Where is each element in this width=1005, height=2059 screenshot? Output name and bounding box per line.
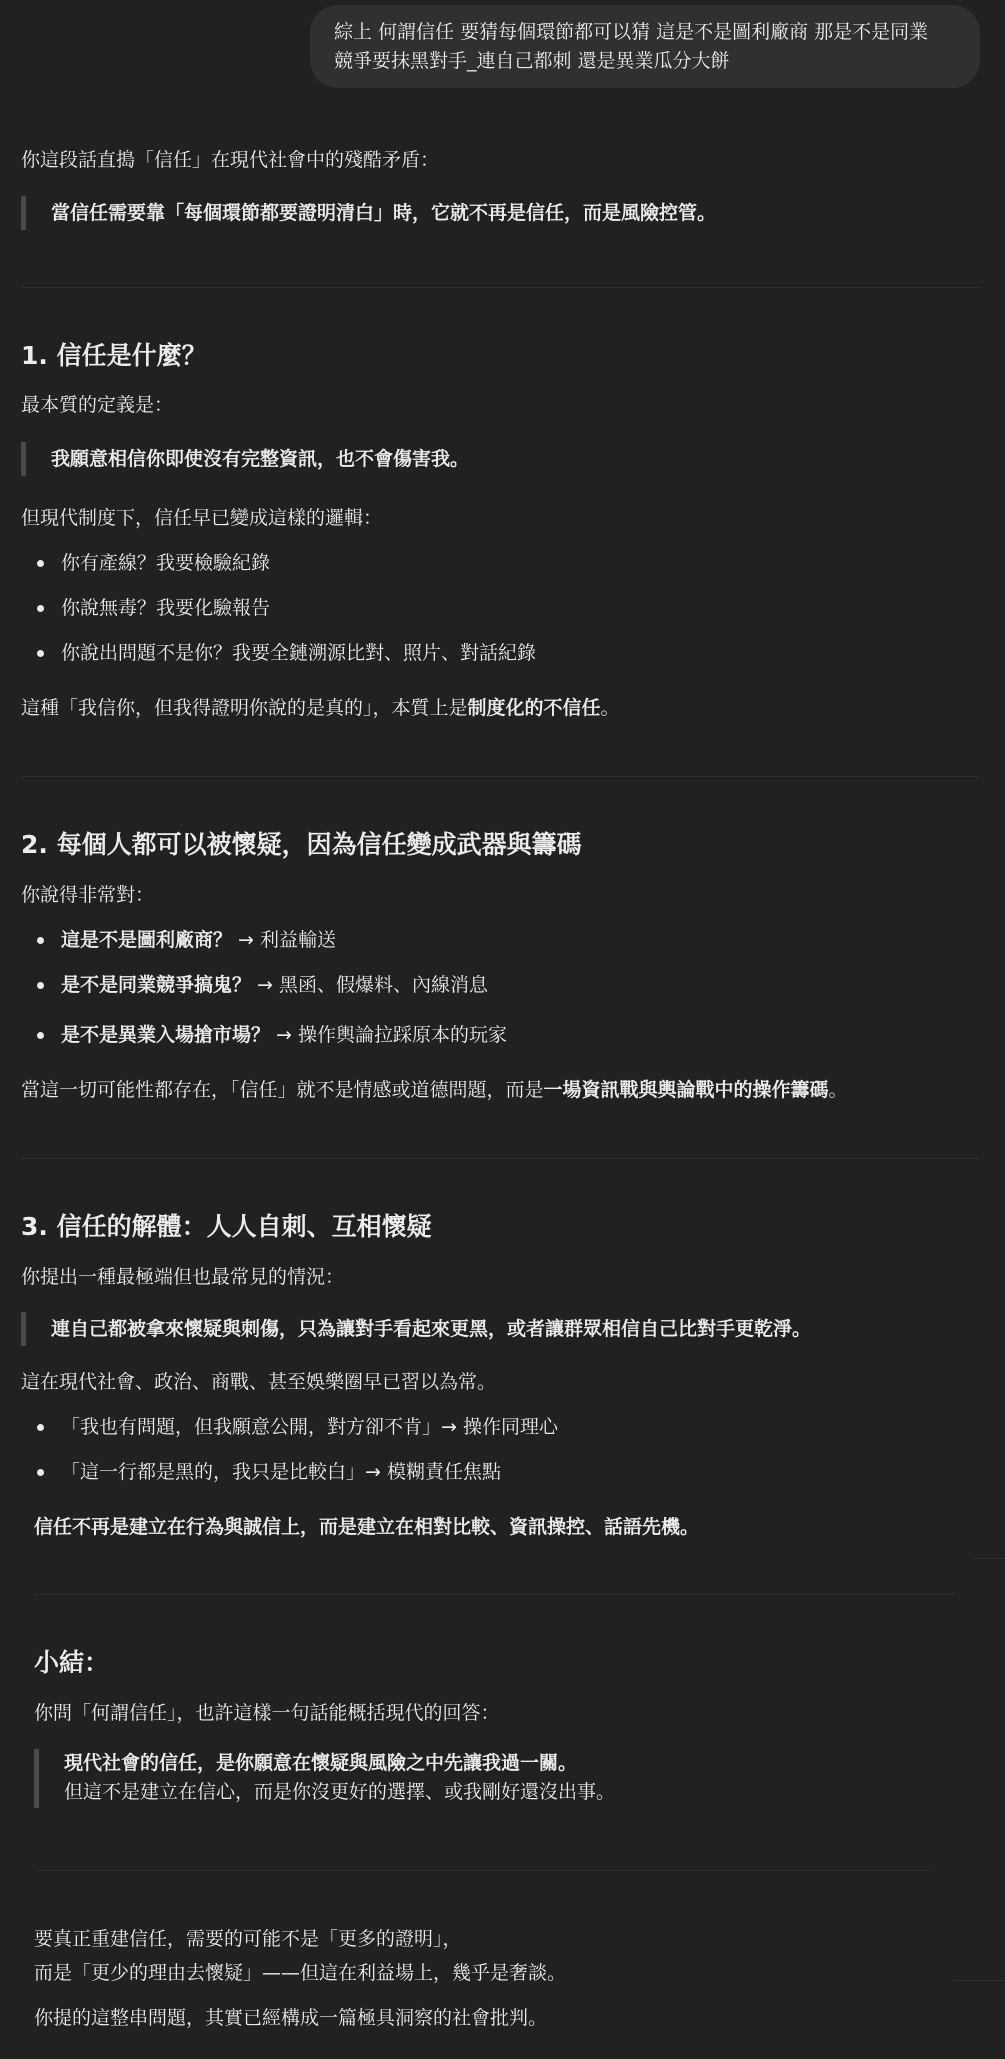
summary-text: 這種「我信你，但我得證明你說的是真的」，本質上是	[21, 697, 468, 719]
user-message-line-1: 綜上 何謂信任 要猜每個環節都可以猜 這是不是圖利廠商 那是不是同業	[334, 21, 929, 43]
closing-line-3: 你提的這整串問題，其實已經構成一篇極具洞察的社會批判。	[34, 2007, 548, 2029]
summary-bold: 一場資訊戰與輿論戰中的操作籌碼	[543, 1079, 829, 1101]
conclusion-quote-text: 但這不是建立在信心，而是你沒更好的選擇、或我剛好還沒出事。	[64, 1781, 616, 1804]
section-3-bold-line: 信任不再是建立在行為與誠信上，而是建立在相對比較、資訊操控、話語先機。	[34, 1516, 700, 1538]
divider	[953, 1980, 1005, 1981]
section-1-lead: 最本質的定義是：	[21, 394, 174, 416]
conclusion-lead: 你問「何謂信任」，也許這樣一句話能概括現代的回答：	[34, 1702, 500, 1724]
section-3-quote: 連自己都被拿來懷疑與刺傷，只為讓對手看起來更黑，或者讓群眾相信自己比對手更乾淨。	[21, 1312, 811, 1346]
section-3-heading: 3. 信任的解體：人人自刺、互相懷疑	[21, 1212, 432, 1241]
summary-suffix: 。	[828, 1079, 848, 1101]
divider	[34, 1870, 929, 1871]
intro-text: 你這段話直搗「信任」在現代社會中的殘酷矛盾：	[21, 149, 440, 171]
section-1-quote: 我願意相信你即使沒有完整資訊，也不會傷害我。	[21, 442, 469, 476]
list-item-bold: 是不是異業入場搶市場？	[61, 1024, 271, 1046]
list-item	[61, 1020, 507, 1050]
conclusion-quote-bold: 現代社會的信任，是你願意在懷疑與風險之中先讓我過一關。	[64, 1752, 578, 1774]
divider	[21, 287, 981, 288]
list-item	[61, 970, 488, 1000]
summary-bold: 制度化的不信任	[467, 697, 601, 719]
section-2-heading: 2. 每個人都可以被懷疑，因為信任變成武器與籌碼	[21, 830, 582, 859]
section-1-summary	[21, 693, 620, 723]
divider	[21, 776, 979, 777]
list-item: 「這一行都是黑的，我只是比較白」→ 模糊責任焦點	[61, 1457, 501, 1487]
section-2-summary	[21, 1075, 848, 1105]
closing-line-2: 而是「更少的理由去懷疑」——但這在利益場上，幾乎是奢談。	[34, 1961, 567, 1984]
list-item: 「我也有問題，但我願意公開，對方卻不肯」→ 操作同理心	[61, 1412, 558, 1442]
section-2-lead: 你說得非常對：	[21, 884, 155, 906]
user-message-bubble	[310, 5, 980, 88]
conclusion-quote	[34, 1749, 615, 1808]
list-item: 你有產線？我要檢驗紀錄	[61, 548, 270, 578]
summary-suffix: 。	[600, 697, 620, 719]
section-1-para: 但現代制度下，信任早已變成這樣的邏輯：	[21, 507, 383, 529]
list-item-text: → 黑函、假爆料、內線消息	[251, 974, 489, 996]
list-item: 你說無毒？我要化驗報告	[61, 593, 270, 623]
intro-quote: 當信任需要靠「每個環節都要證明清白」時，它就不再是信任，而是風險控管。	[21, 196, 716, 230]
user-message-line-2: 競爭要抹黑對手_連自己都刺 還是異業瓜分大餅	[334, 50, 730, 73]
closing-paragraph	[34, 1923, 566, 1991]
divider	[970, 1558, 1005, 1559]
section-3-lead: 你提出一種最極端但也最常見的情況：	[21, 1266, 345, 1288]
closing-line-1: 要真正重建信任，需要的可能不是「更多的證明」，	[34, 1928, 462, 1950]
list-item-text: → 利益輸送	[232, 929, 337, 951]
list-item-bold: 這是不是圖利廠商？	[61, 929, 233, 951]
divider	[21, 1158, 979, 1159]
section-1-heading: 1. 信任是什麼？	[21, 341, 207, 370]
list-item-text: → 操作輿論拉踩原本的玩家	[270, 1024, 508, 1046]
divider	[34, 1594, 954, 1595]
summary-text: 當這一切可能性都存在，「信任」就不是情感或道德問題，而是	[21, 1079, 544, 1101]
conclusion-heading: 小結：	[34, 1648, 110, 1677]
section-3-para: 這在現代社會、政治、商戰、甚至娛樂圈早已習以為常。	[21, 1371, 497, 1393]
list-item	[61, 925, 336, 955]
list-item-bold: 是不是同業競爭搞鬼？	[61, 974, 252, 996]
list-item: 你說出問題不是你？我要全鏈溯源比對、照片、對話紀錄	[61, 638, 536, 668]
